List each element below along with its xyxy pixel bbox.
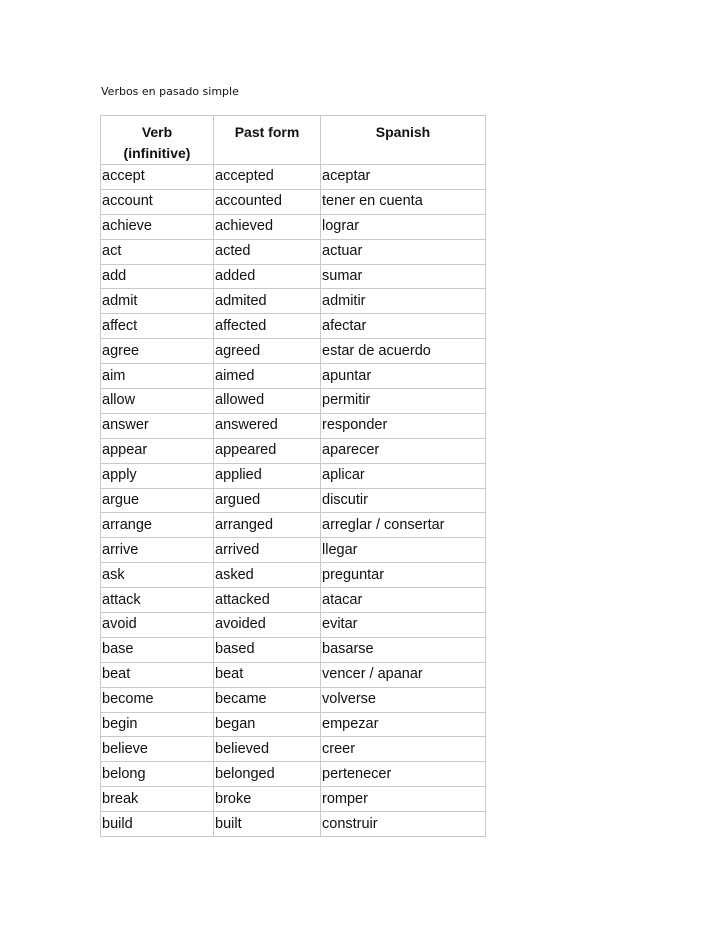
spanish-cell: arreglar / consertar (321, 513, 486, 538)
spanish-cell: admitir (321, 289, 486, 314)
table-row (101, 389, 486, 414)
verb-cell: beat (101, 662, 214, 687)
spanish-cell: preguntar (321, 563, 486, 588)
table-row (101, 712, 486, 737)
verb-cell: avoid (101, 613, 214, 638)
header-verb-line1: Verb (141, 124, 173, 140)
past-form-cell: arranged (214, 513, 321, 538)
spanish-cell: creer (321, 737, 486, 762)
past-form-cell: affected (214, 314, 321, 339)
spanish-cell: tener en cuenta (321, 189, 486, 214)
table-row (101, 637, 486, 662)
verb-cell: believe (101, 737, 214, 762)
table-row (101, 364, 486, 389)
table-row (101, 239, 486, 264)
verb-cell: base (101, 637, 214, 662)
document-title: Verbos en pasado simple (101, 85, 239, 98)
table-row (101, 488, 486, 513)
table-row (101, 264, 486, 289)
table-row (101, 563, 486, 588)
spanish-cell: responder (321, 413, 486, 438)
verb-cell: attack (101, 588, 214, 613)
verb-cell: act (101, 239, 214, 264)
past-form-cell: became (214, 687, 321, 712)
spanish-cell: evitar (321, 613, 486, 638)
verb-cell: allow (101, 389, 214, 414)
table-row (101, 588, 486, 613)
verb-cell: break (101, 787, 214, 812)
past-form-cell: allowed (214, 389, 321, 414)
past-form-cell: achieved (214, 214, 321, 239)
table-row (101, 189, 486, 214)
verb-cell: admit (101, 289, 214, 314)
header-row (101, 116, 486, 165)
spanish-cell: aparecer (321, 438, 486, 463)
table-row (101, 165, 486, 190)
header-verb-line2: (infinitive) (123, 145, 191, 161)
table-row (101, 613, 486, 638)
spanish-cell: construir (321, 812, 486, 837)
verb-cell: accept (101, 165, 214, 190)
table-row (101, 413, 486, 438)
past-form-cell: believed (214, 737, 321, 762)
verb-cell: achieve (101, 214, 214, 239)
table-row (101, 438, 486, 463)
table-row (101, 687, 486, 712)
spanish-cell: empezar (321, 712, 486, 737)
table-row (101, 214, 486, 239)
spanish-cell: llegar (321, 538, 486, 563)
table-header (101, 116, 486, 165)
past-form-cell: answered (214, 413, 321, 438)
past-form-cell: attacked (214, 588, 321, 613)
verb-cell: ask (101, 563, 214, 588)
verb-cell: agree (101, 339, 214, 364)
table-row (101, 538, 486, 563)
table-row (101, 513, 486, 538)
spanish-cell: discutir (321, 488, 486, 513)
table-row (101, 662, 486, 687)
verb-cell: apply (101, 463, 214, 488)
header-verb-infinitive (101, 116, 214, 165)
table-row (101, 787, 486, 812)
past-form-cell: acted (214, 239, 321, 264)
past-form-cell: appeared (214, 438, 321, 463)
past-form-cell: built (214, 812, 321, 837)
spanish-cell: lograr (321, 214, 486, 239)
verb-cell: arrive (101, 538, 214, 563)
past-form-cell: agreed (214, 339, 321, 364)
spanish-cell: apuntar (321, 364, 486, 389)
spanish-cell: volverse (321, 687, 486, 712)
spanish-cell: atacar (321, 588, 486, 613)
table-row (101, 289, 486, 314)
past-form-cell: belonged (214, 762, 321, 787)
spanish-cell: afectar (321, 314, 486, 339)
spanish-cell: pertenecer (321, 762, 486, 787)
past-form-cell: avoided (214, 613, 321, 638)
past-form-cell: beat (214, 662, 321, 687)
past-form-cell: based (214, 637, 321, 662)
spanish-cell: basarse (321, 637, 486, 662)
verb-cell: appear (101, 438, 214, 463)
past-form-cell: added (214, 264, 321, 289)
verb-cell: account (101, 189, 214, 214)
verb-cell: affect (101, 314, 214, 339)
spanish-cell: permitir (321, 389, 486, 414)
table-row (101, 812, 486, 837)
spanish-cell: actuar (321, 239, 486, 264)
spanish-cell: aceptar (321, 165, 486, 190)
verb-cell: belong (101, 762, 214, 787)
verb-cell: become (101, 687, 214, 712)
past-form-cell: began (214, 712, 321, 737)
spanish-cell: aplicar (321, 463, 486, 488)
past-form-cell: applied (214, 463, 321, 488)
verb-cell: build (101, 812, 214, 837)
header-spanish: Spanish (321, 116, 486, 165)
past-form-cell: broke (214, 787, 321, 812)
verb-cell: answer (101, 413, 214, 438)
spanish-cell: vencer / apanar (321, 662, 486, 687)
past-form-cell: argued (214, 488, 321, 513)
spanish-cell: romper (321, 787, 486, 812)
past-form-cell: arrived (214, 538, 321, 563)
past-form-cell: aimed (214, 364, 321, 389)
table-row (101, 339, 486, 364)
spanish-cell: sumar (321, 264, 486, 289)
verb-table (100, 115, 486, 837)
past-form-cell: accounted (214, 189, 321, 214)
verb-cell: argue (101, 488, 214, 513)
past-form-cell: asked (214, 563, 321, 588)
table-row (101, 314, 486, 339)
table-row (101, 762, 486, 787)
past-form-cell: accepted (214, 165, 321, 190)
spanish-cell: estar de acuerdo (321, 339, 486, 364)
verb-cell: aim (101, 364, 214, 389)
table-row (101, 463, 486, 488)
header-past-form: Past form (214, 116, 321, 165)
verb-cell: arrange (101, 513, 214, 538)
past-form-cell: admited (214, 289, 321, 314)
verb-cell: add (101, 264, 214, 289)
table-row (101, 737, 486, 762)
table-body (101, 165, 486, 837)
verb-cell: begin (101, 712, 214, 737)
